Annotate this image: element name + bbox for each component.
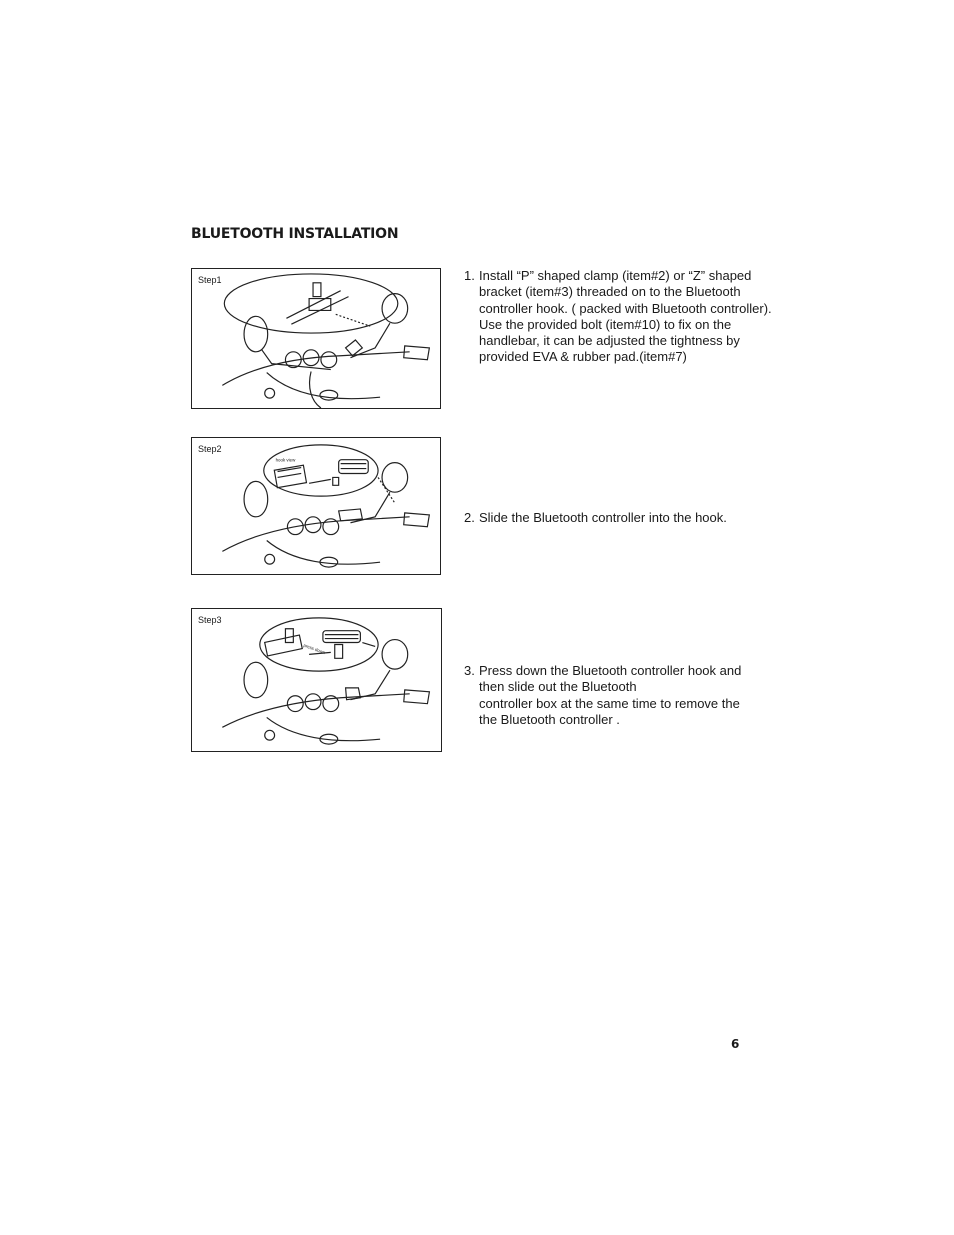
motorcycle-handlebar-illustration: [192, 438, 440, 574]
step1-instructions: [464, 268, 772, 366]
step3-number: 3.: [464, 663, 475, 678]
step1-line: handlebar, it can be adjusted the tightness by: [479, 333, 740, 349]
step1-line: provided EVA & rubber pad.(item#7): [479, 349, 687, 365]
page-number: 6: [731, 1037, 740, 1051]
step3-label: Step3: [198, 615, 222, 625]
step2-line: Slide the Bluetooth controller into the hook.: [479, 510, 727, 525]
step3-line: Press down the Bluetooth controller hook and: [479, 663, 742, 678]
zoom-detail-circle: [260, 618, 378, 671]
step2-label: Step2: [198, 444, 222, 454]
motorcycle-handlebar-illustration: [192, 269, 440, 408]
step3-illustration: [191, 608, 442, 752]
step2-annotation: hook view: [275, 457, 296, 463]
step2-number: 2.: [464, 510, 475, 525]
step3-instructions: [464, 663, 741, 728]
step1-line: Use the provided bolt (item#10) to fix on the: [479, 316, 732, 332]
step2-illustration: [191, 437, 441, 575]
step3-line: controller box at the same time to remove the: [479, 695, 740, 711]
step1-line: bracket (item#3) threaded on to the Bluetooth: [479, 284, 741, 300]
motorcycle-handlebar-illustration: [192, 609, 441, 751]
step1-illustration: [191, 268, 441, 409]
step1-line: controller hook. ( packed with Bluetooth controller).: [479, 300, 772, 316]
step2-instructions: [464, 510, 727, 526]
page-heading: BLUETOOTH INSTALLATION: [191, 226, 399, 242]
step1-label: Step1: [198, 275, 222, 285]
step3-annotation: press down: [302, 642, 326, 656]
zoom-detail-circle: [224, 274, 398, 333]
step3-line: the Bluetooth controller .: [479, 711, 620, 727]
step3-line: then slide out the Bluetooth: [479, 679, 637, 695]
step1-line: Install “P” shaped clamp (item#2) or “Z” shaped: [479, 268, 752, 283]
step1-number: 1.: [464, 268, 475, 283]
